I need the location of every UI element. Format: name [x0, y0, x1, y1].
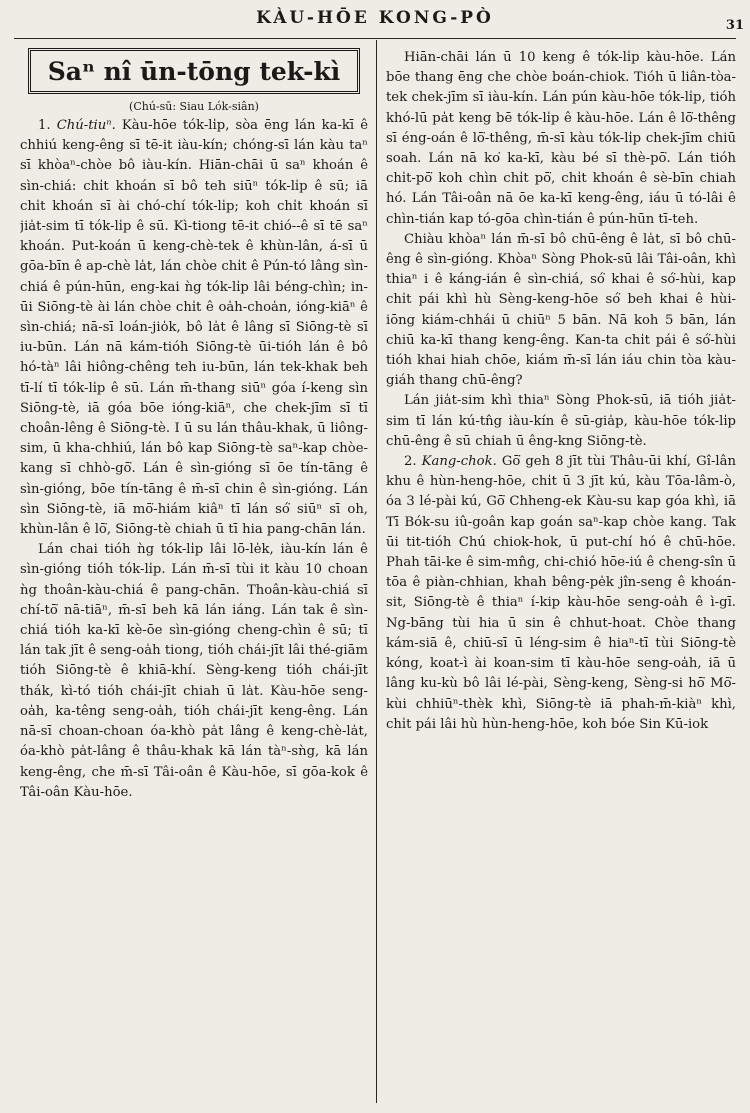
section-1-paragraph-5: Lán jia̍t-sim khì thiaⁿ Sòng Phok-sū, iā tióh jia̍t-sim tī lán kú-tn̂g iàu-kín ê sū-gia̍p, kàu-hōe tók-li̍p chū-êng ê sū chiah ū êng-kng Siōng-tè.: [386, 393, 736, 449]
paragraph-text: Gō͘ geh 8 jīt tùi Thâu-ūi khí, Gî-lân khu ê hùn-heng-hōe, chi̍t ū 3 jīt kú, kàu Tōa-lâm-ò, óa 3 lé-pài kú, Gō͘ Chheng-ek Kàu-su kap góa khì, iā Tī Bók-su iû-goân kap goán saⁿ-kap chòe kang. Tak ūi tit-tióh Chú chiok-hok, ū put-chí hó ê chū-hōe. Phah tāi-ke ê sim-mn̂g, chi-chió hōe-iú ê cheng-sîn ū tōa ê piàn-chhian, khah bêng-pe̍k jîn-seng ê khoán-sit, Siōng-tè ê thiaⁿ í-kip kàu-hōe seng-oa̍h ê ì-gī. Ng-bāng tùi hia ū sin ê chhut-hoat. Chòe thang kám-siā ê, chiū-sī ū léng-sim ê hiaⁿ-tī tùi Siōng-tè kóng, koat-ì ài koan-sim tī kàu-hōe seng-oa̍h, iā ū lâng ku-kù bô lâi lé-pài, Sèng-keng, Sèng-si hō͘ Mō͘-kùi chhiūⁿ-thèk khì, Siōng-tè iā phah-m̄-kiàⁿ khì, chi̍t pái lâi hù hùn-heng-hōe, koh bóe Sin Kū-iok: [386, 454, 736, 732]
right-column: [386, 48, 736, 1107]
column-divider: [376, 40, 377, 1103]
page-number: 31: [725, 18, 744, 33]
running-title: KÀU-HŌE KONG-PÒ: [256, 8, 494, 28]
article-title: Saⁿ nî ūn-tōng tek-kì: [28, 48, 360, 94]
section-number: 1.: [38, 118, 51, 133]
paragraph-text: Kàu-hōe tók-li̍p, sòa ēng lán ka-kī ê chhiú keng-êng sī tē-it iàu-kín; chóng-sī lán kàu taⁿ sī khòaⁿ-chòe bô iàu-kín. Hiān-chāi ū saⁿ khoán ê sìn-chiá: chi̍t khoán sī bô teh siūⁿ tók-li̍p ê sū; iā chi̍t khoán sī ài chó-chí tók-li̍p; koh chi̍t khoán sī jia̍t-sim tī tók-li̍p ê sū. Kì-tiong tē-it chió--ê sī tē saⁿ khoán. Put-koán ū keng-chè-tek ê khùn-lân, á-sī ū gōa-bīn ê ap-chè la̍t, lán chòe chi̍t ê Pún-tó lâng sìn-chiá ê pún-hūn, eng-kai ǹg tók-li̍p lâi béng-chìn; in-ūi Siōng-tè ài lán chòe chi̍t ê oa̍h-choa̍n, ióng-kiāⁿ ê sìn-chiá; nā-sī loán-jio̍k, bô la̍t ê lâng sī Siōng-tè sī iu-būn. Lán nā kám-tióh Siōng-tè ūi-tióh lán ê bô hó-tàⁿ lâi hiông-chêng teh iu-būn, lán tek-khak beh tī-lí tī tók-li̍p ê sū. Lán m̄-thang siūⁿ góa í-keng sìn Siōng-tè, iā góa bōe ióng-kiāⁿ, che chek-jīm sī tī choân-lêng ê Siōng-tè. I ū su lán thâu-khak, ū liông-sim, ū kha-chhiú, lán bô kap Siōng-tè saⁿ-kap chòe-kang sī chhò-gō͘. Lán ê sìn-gióng sī ōe tín-tāng ê sìn-gióng, bōe tín-tāng ê m̄-sī chin ê sìn-gióng. Lán sìn Siōng-tè, iā mō͘-hiám kiâⁿ tī lán só͘ siūⁿ sī oh, khùn-lân ê lō͘, Siōng-tè chiah ū tī hia pang-chān lán.: [20, 118, 368, 538]
section-1-paragraph-3: Hiān-chāi lán ū 10 keng ê tók-li̍p kàu-hōe. Lán bōe thang ēng che chòe boán-chiok. Tióh ū liân-tòa-tek chek-jīm sī iàu-kín. Lán pún kàu-hōe tók-li̍p, tióh khó-lū pa̍t keng bē tók-li̍p ê kàu-hōe. Lán ê lō͘-thêng sī éng-oán ê lō͘-thêng, m̄-sī kàu tók-li̍p chek-jīm chiū soah. Lán nā ko͘ ka-kī, kàu bé sī thè-pō͘. Lán tióh chi̍t-pō͘ koh chìn chi̍t pō͘, chi̍t khoán ê sè-bīn chiah hó. Lán Tâi-oân nā ōe ka-kī keng-êng, iáu ū tó-lâi ê chìn-tián kap tó-gōa chìn-tián ê pún-hūn tī-teh.: [386, 50, 736, 227]
section-number: 2.: [404, 454, 417, 470]
page-header: [0, 0, 750, 36]
section-1-paragraph-2: Lán chai tióh ǹg tók-li̍p lâi lō-le̍k, iàu-kín lán ê sìn-gióng tióh tók-li̍p. Lán m̄-sī tùi it kàu 10 choan ǹg thoân-kàu-chiá ê pang-chān. Thoân-kàu-chiá sī chí-tō͘ nā-tiāⁿ, m̄-sī beh kā lán iáng. Lán tak ê sìn-chiá tióh ka-kī kè-ōe sìn-gióng cheng-chìn ê sū; tī lán tak jīt ê seng-oa̍h tiong, tióh chái-jīt lâi thé-giām tióh Siōng-tè ê khiā-khí. Sèng-keng tióh chái-jīt thák, kì-tó tióh chái-jīt chiah ū la̍t. Kàu-hōe seng-oa̍h, ka-têng seng-oa̍h, tióh chái-jīt keng-êng. Lán nā-sī choan-choan óa-khò pa̍t lâng ê keng-chè-la̍t, óa-khò pa̍t-lâng ê thâu-khak kā lán tàⁿ-sǹg, kā lán keng-êng, che m̄-sī Tâi-oân ê Kàu-hōe, sī gōa-kok ê Tâi-oân Kàu-hōe.: [20, 542, 368, 800]
section-heading: Kang-chok.: [421, 454, 497, 470]
section-1-paragraph-4: Chiàu khòaⁿ lán m̄-sī bô chū-êng ê la̍t, sī bô chū-êng ê sìn-gióng. Khòaⁿ Sòng Phok-sū lâi Tâi-oân, khì thiaⁿ i ê káng-ián ê sìn-chiá, só͘ khai ê só͘-hùi, kap chi̍t pái khì hù Sèng-keng-hōe só͘ beh khai ê hùi-iōng kiám-chhái ū chiūⁿ 5 bān. Nā koh 5 bān, lán chiū ka-kī thang keng-êng. Kan-ta chi̍t pái ê só͘-hùi tióh khai hiah chōe, kiám m̄-sī lán iáu chin tòa kàu-giáh thang chū-êng?: [386, 231, 736, 389]
article-byline: (Chú-sū: Siau Lók-siân): [129, 100, 259, 113]
section-heading: Chú-tiuⁿ.: [56, 118, 116, 133]
section-1-paragraph-1: [20, 116, 368, 540]
left-column: [20, 44, 368, 1107]
section-2-paragraph-1: [386, 452, 736, 735]
header-rule: [14, 38, 736, 39]
